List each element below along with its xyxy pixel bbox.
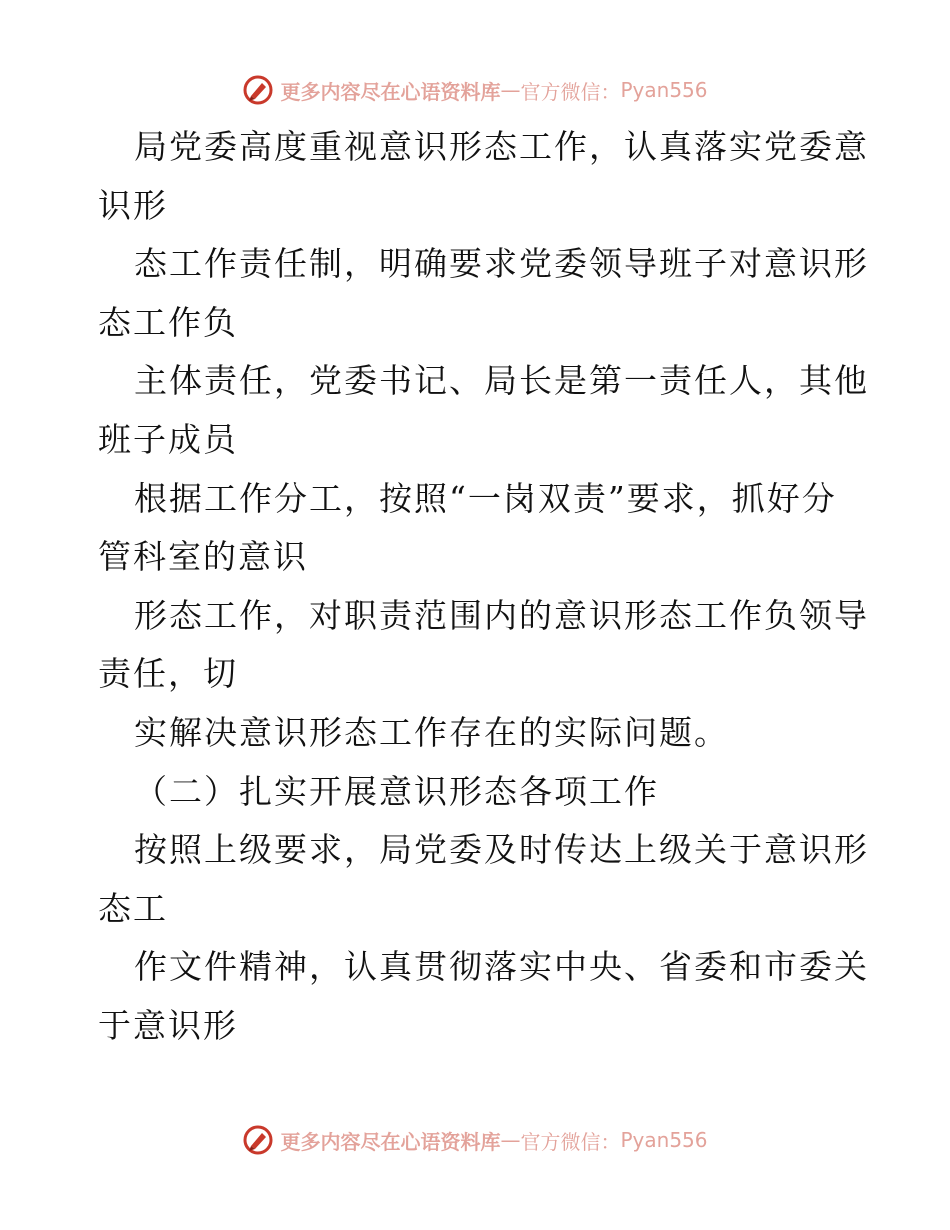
- body-line: 班子成员: [98, 419, 238, 459]
- body-line: 根据工作分工，按照“一岗双责”要求，抓好分: [134, 478, 837, 518]
- footer-watermark-banner: [0, 1120, 950, 1160]
- body-line: 于意识形: [98, 1005, 238, 1045]
- body-line: 管科室的意识: [98, 537, 308, 577]
- banner-dash: —: [500, 1128, 521, 1152]
- header-watermark-banner: [0, 70, 950, 110]
- banner-site-text: 更多内容尽在心语资料库: [280, 79, 501, 104]
- body-line: 主体责任，党委书记、局长是第一责任人，其他: [134, 361, 869, 401]
- section-heading: （二）扎实开展意识形态各项工作: [134, 771, 659, 811]
- body-line: 态工作责任制，明确要求党委领导班子对意识形: [134, 244, 869, 284]
- banner-wechat-id: Pyan556: [620, 78, 708, 102]
- body-line: 识形: [98, 185, 168, 225]
- banner-wechat-label: 官方微信：: [520, 1129, 621, 1154]
- body-line: 实解决意识形态工作存在的实际问题。: [134, 712, 729, 752]
- body-line: 责任，切: [98, 654, 238, 694]
- pen-nib-logo-icon: [242, 74, 274, 106]
- document-body: [98, 118, 869, 1056]
- banner-dash: —: [500, 78, 521, 102]
- banner-wechat-id: Pyan556: [620, 1128, 708, 1152]
- body-line: 形态工作，对职责范围内的意识形态工作负领导: [134, 595, 869, 635]
- body-line: 按照上级要求，局党委及时传达上级关于意识形: [134, 830, 869, 870]
- body-line: 态工作负: [98, 302, 238, 342]
- banner-wechat-label: 官方微信：: [520, 79, 621, 104]
- body-line: 态工: [98, 888, 168, 928]
- body-line: 作文件精神，认真贯彻落实中央、省委和市委关: [134, 947, 869, 987]
- pen-nib-logo-icon: [242, 1124, 274, 1156]
- body-line: 局党委高度重视意识形态工作，认真落实党委意: [134, 127, 869, 166]
- banner-site-text: 更多内容尽在心语资料库: [280, 1129, 501, 1154]
